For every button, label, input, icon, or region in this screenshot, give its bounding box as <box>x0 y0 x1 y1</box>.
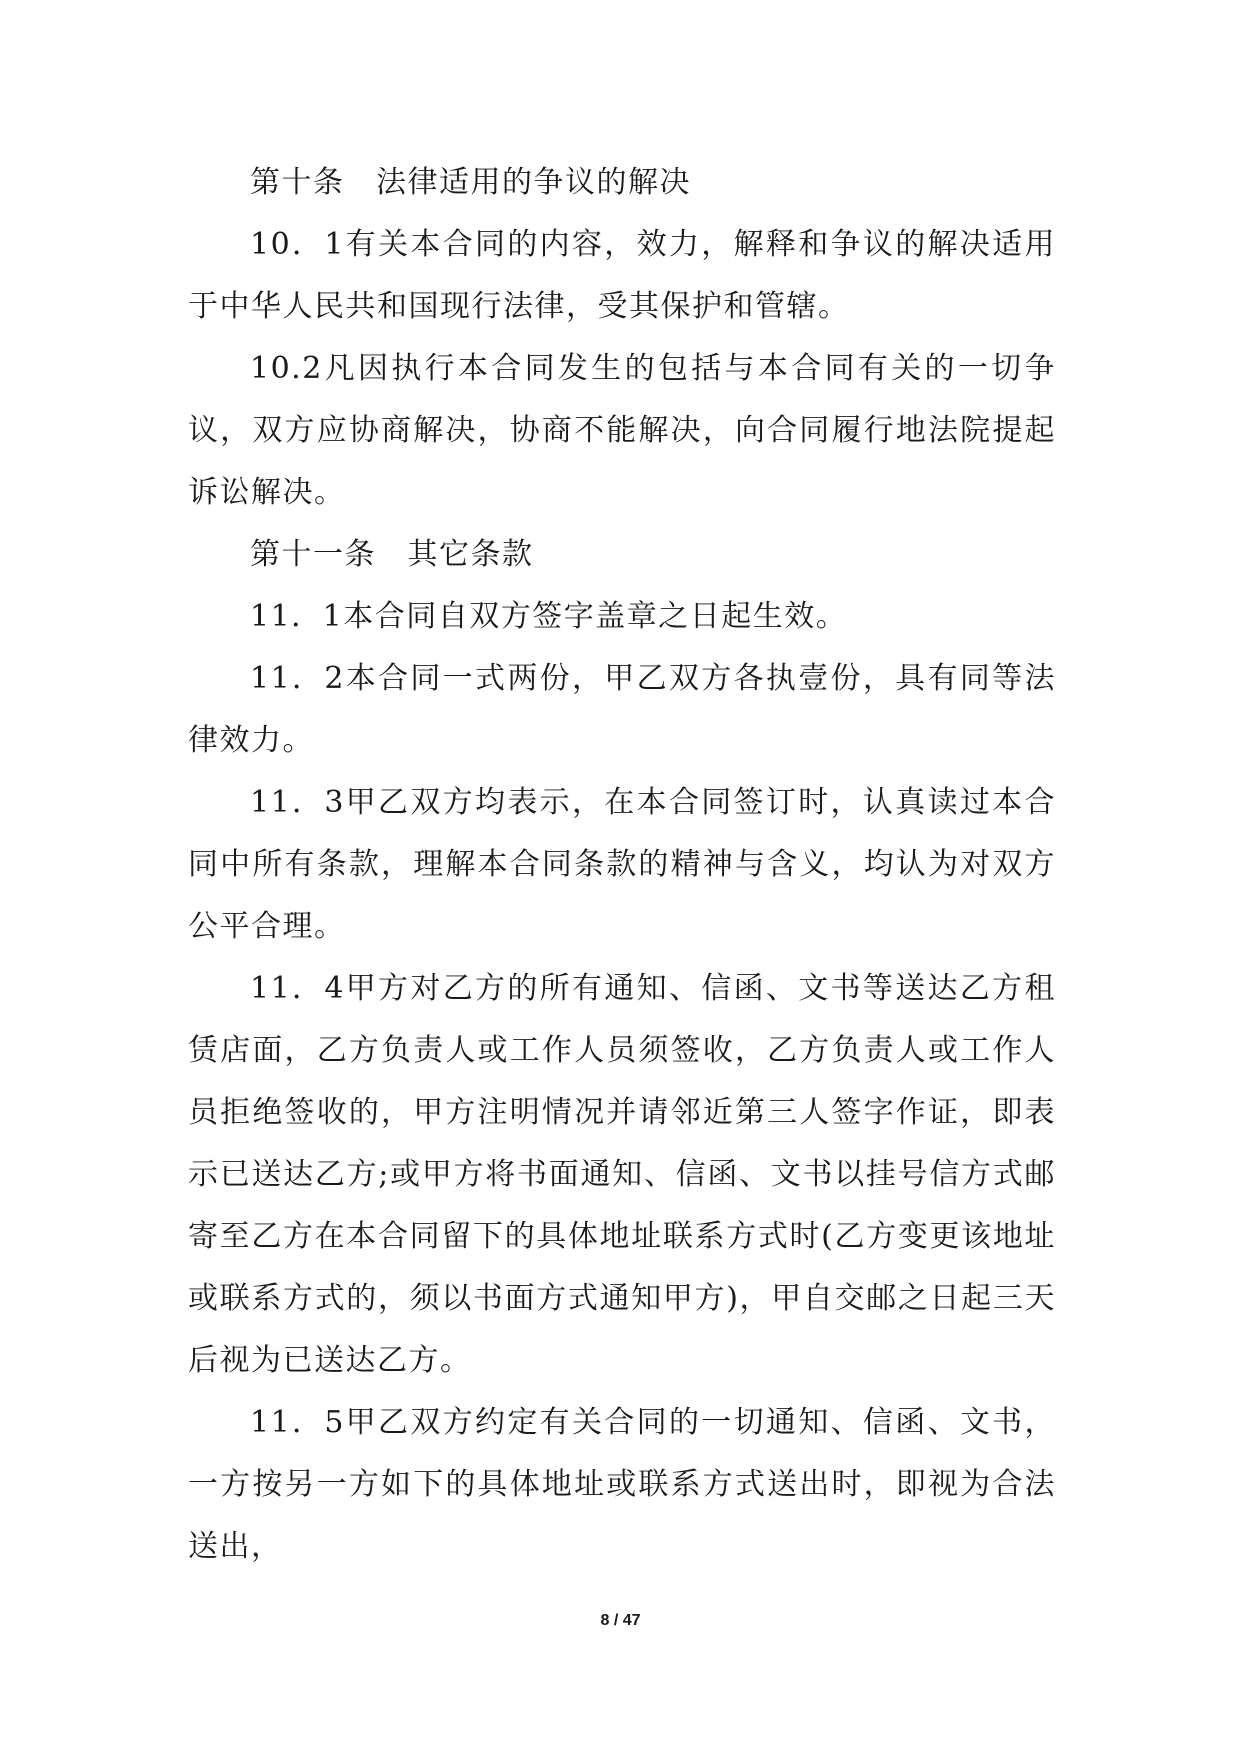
article-11-heading: 第十一条 其它条款 <box>250 537 534 572</box>
clause-11-5: 11．5甲乙双方约定有关合同的一切通知、信函、文书，一方按另一方如下的具体地址或联系方式送出时，即视为合法送出， <box>188 1405 1056 1564</box>
page-number: 8 / 47 <box>600 1612 641 1629</box>
clause-10-1: 10．1有关本合同的内容，效力，解释和争议的解决适用于中华人民共和国现行法律，受其保护和管辖。 <box>188 227 1056 324</box>
clause-11-3: 11．3甲乙双方均表示，在本合同签订时，认真读过本合同中所有条款，理解本合同条款的精神与含义，均认为对双方公平合理。 <box>188 785 1056 944</box>
clause-10-2: 10.2凡因执行本合同发生的包括与本合同有关的一切争议，双方应协商解决，协商不能解决，向合同履行地法院提起诉讼解决。 <box>188 351 1056 510</box>
document-body <box>188 152 1056 1578</box>
clause-11-2: 11．2本合同一式两份，甲乙双方各执壹份，具有同等法律效力。 <box>188 661 1056 758</box>
article-10-heading: 第十条 法律适用的争议的解决 <box>250 165 691 200</box>
clause-11-4: 11．4甲方对乙方的所有通知、信函、文书等送达乙方租赁店面，乙方负责人或工作人员须签收，乙方负责人或工作人员拒绝签收的，甲方注明情况并请邻近第三人签字作证，即表示已送达乙方;或甲方将书面通知、信函、文书以挂号信方式邮寄至乙方在本合同留下的具体地址联系方式时(乙方变更该地址或联系方式的，须以书面方式通知甲方)，甲自交邮之日起三天后视为已送达乙方。 <box>188 971 1056 1378</box>
clause-11-1: 11．1本合同自双方签字盖章之日起生效。 <box>250 599 848 634</box>
